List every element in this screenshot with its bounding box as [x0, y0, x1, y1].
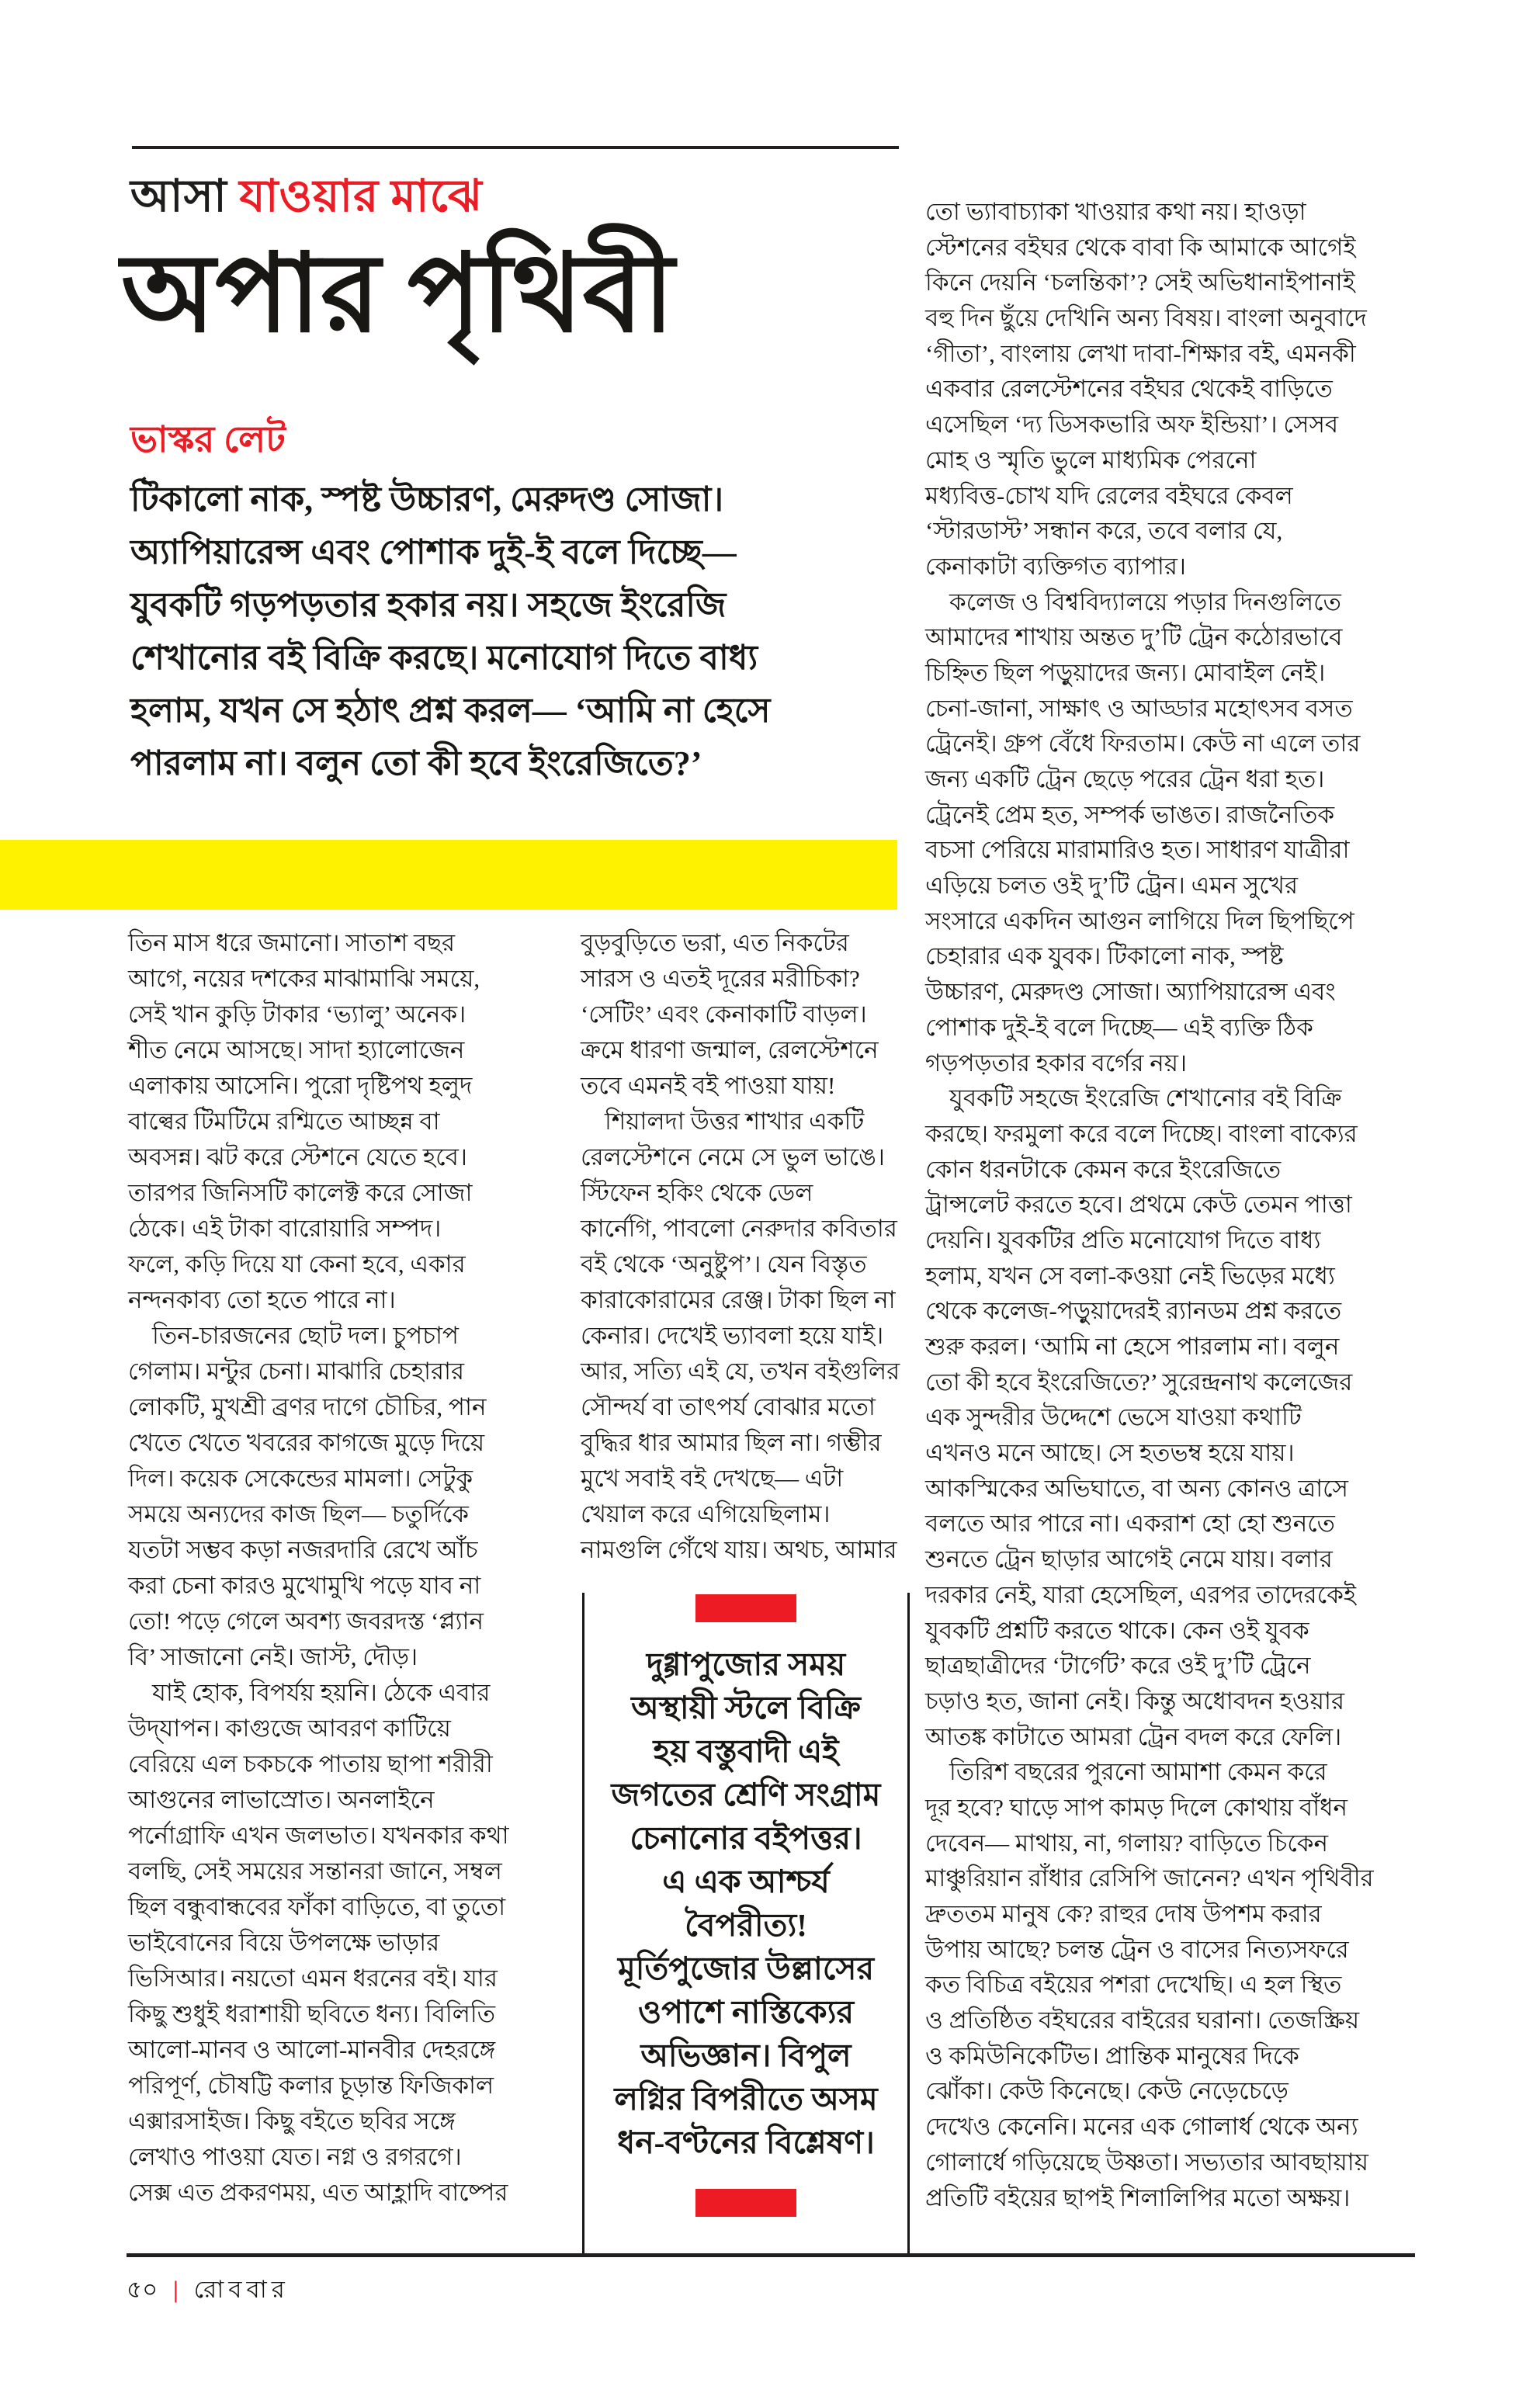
text-line: হলাম, যখন সে বলা-কওয়া নেই ভিড়ের মধ্যে — [925, 1261, 1335, 1289]
text-line: স্টিফেন হকিং থেকে ডেল — [581, 1179, 813, 1206]
text-line: গেলাম। মন্টুর চেনা। মাঝারি চেহারার — [128, 1358, 465, 1385]
text-line: এখনও মনে আছে। সে হতভম্ব হয়ে যায়। — [925, 1439, 1295, 1467]
text-line: উচ্চারণ, মেরুদণ্ড সোজা। অ্যাপিয়ারেন্স এবং — [925, 978, 1336, 1006]
text-line: ‘স্টারডাস্ট’ সন্ধান করে, তবে বলার যে, — [925, 517, 1283, 545]
text-line: শীত নেমে আসছে। সাদা হ্যালোজেন — [128, 1036, 465, 1063]
text-line: ও কমিউনিকেটিভ। প্রান্তিক মানুষের দিকে — [925, 2041, 1299, 2069]
text-line: এ এক আশ্চর্য — [662, 1864, 830, 1899]
text-line: গোলার্ধে গড়িয়েছে উষ্ণতা। সভ্যতার আবছায়ায় — [925, 2148, 1369, 2176]
text-line: এড়িয়ে চলত ওই দু’টি ট্রেন। এমন সুখের — [925, 872, 1299, 900]
kicker-red-text: যাওয়ার মাঝে — [239, 171, 483, 221]
text-line: দিল। কয়েক সেকেন্ডের মামলা। সেটুকু — [128, 1465, 473, 1492]
text-line: যাই হোক, বিপর্যয় হয়নি। ঠেকে এবার — [128, 1679, 491, 1706]
text-line: পর্নোগ্রাফি এখন জলভাত। যখনকার কথা — [128, 1822, 509, 1849]
text-line: মুখে সবাই বই দেখছে— এটা — [581, 1465, 844, 1492]
text-line: আকস্মিকের অভিঘাতে, বা অন্য কোনও ত্রাসে — [925, 1474, 1349, 1502]
text-line: ভাইবোনের বিয়ে উপলক্ষে ভাড়ার — [128, 1929, 440, 1956]
text-line: অস্থায়ী স্টলে বিক্রি — [631, 1690, 861, 1725]
text-line: কেনার। দেখেই ভ্যাবলা হয়ে যাই। — [581, 1322, 884, 1349]
text-line: আর, সত্যি এই যে, তখন বইগুলির — [581, 1358, 900, 1385]
text-line: এলাকায় আসেনি। পুরো দৃষ্টিপথ হলুদ — [128, 1072, 473, 1099]
text-line: ক্রমে ধারণা জন্মাল, রেলস্টেশনে — [581, 1036, 879, 1063]
text-line: স্টেশনের বইঘর থেকে বাবা কি আমাকে আগেই — [925, 233, 1356, 261]
text-line: তিন-চারজনের ছোট দল। চুপচাপ — [128, 1322, 459, 1349]
text-line: দূর হবে? ঘাড়ে সাপ কামড় দিলে কোথায় বাঁধন — [925, 1793, 1348, 1821]
article-headline: অপার পৃথিবী — [121, 234, 675, 355]
text-line: ভিসিআর। নয়তো এমন ধরনের বই। যার — [128, 1965, 498, 1992]
text-line: গড়পড়তার হকার বর্গের নয়। — [925, 1049, 1188, 1077]
text-line: করা চেনা কারও মুখোমুখি পড়ে যাব না — [128, 1572, 481, 1599]
text-line: দেখেও কেনেনি। মনের এক গোলার্ধ থেকে অন্য — [925, 2113, 1358, 2141]
text-line: ‘সেটিং’ এবং কেনাকাটি বাড়ল। — [581, 1001, 867, 1028]
text-line: শুনতে ট্রেন ছাড়ার আগেই নেমে যায়। বলার — [925, 1545, 1333, 1573]
text-line: তো কী হবে ইংরেজিতে?’ সুরেন্দ্রনাথ কলেজের — [925, 1368, 1353, 1396]
pull-quote-box — [582, 1593, 910, 2255]
text-line: বলতে আর পারে না। একরাশ হো হো শুনতে — [925, 1510, 1335, 1538]
text-line: খেয়াল করে এগিয়েছিলাম। — [581, 1500, 831, 1528]
text-line: জন্য একটি ট্রেন ছেড়ে পরের ট্রেন ধরা হত। — [925, 765, 1325, 792]
text-line: ‘গীতা’, বাংলায় লেখা দাবা-শিক্ষার বই, এমনকী — [925, 339, 1356, 367]
text-line: যতটা সম্ভব কড়া নজরদারি রেখে আঁচ — [128, 1536, 478, 1563]
text-line: আলো-মানব ও আলো-মানবীর দেহরঙ্গে — [128, 2036, 496, 2063]
text-line: বাল্বের টিমটিমে রশ্মিতে আচ্ছন্ন বা — [128, 1108, 440, 1135]
text-line: সেই খান কুড়ি টাকার ‘ভ্যালু’ অনেক। — [128, 1001, 467, 1028]
text-line: এক্সারসাইজ। কিছু বইতে ছবির সঙ্গে — [128, 2107, 456, 2135]
text-line: আগুনের লাভাস্রোত। অনলাইনে — [128, 1786, 435, 1813]
text-line: শিয়ালদা উত্তর শাখার একটি — [581, 1108, 865, 1135]
text-line: বি’ সাজানো নেই। জাস্ট, দৌড়। — [128, 1643, 418, 1670]
text-line: কেনাকাটা ব্যক্তিগত ব্যাপার। — [925, 552, 1187, 580]
text-line: বই থেকে ‘অনুষ্টুপ’। যেন বিস্তৃত — [581, 1250, 867, 1278]
text-line: খেতে খেতে খবরের কাগজে মুড়ে দিয়ে — [128, 1429, 485, 1456]
text-line: ঠেকে। এই টাকা বারোয়ারি সম্পদ। — [128, 1215, 442, 1242]
pull-quote-red-bar-top — [695, 1594, 796, 1622]
text-line: মূর্তিপুজোর উল্লাসের — [617, 1951, 875, 1986]
text-line: তিন মাস ধরে জমানো। সাতাশ বছর — [128, 929, 456, 956]
text-line: মধ্যবিত্ত-চোখ যদি রেলের বইঘরে কেবল — [925, 481, 1293, 509]
text-line: রেলস্টেশনে নেমে সে ভুল ভাঙে। — [581, 1143, 885, 1170]
text-line: হলাম, যখন সে হঠাৎ প্রশ্ন করল— ‘আমি না হেসে — [130, 692, 771, 730]
text-line: প্রতিটি বইয়ের ছাপই শিলালিপির মতো অক্ষয়। — [925, 2183, 1351, 2211]
text-line: ধন-বণ্টনের বিশ্লেষণ। — [617, 2124, 875, 2160]
text-line: চেনা-জানা, সাক্ষাৎ ও আড্ডার মহোৎসব বসত — [925, 694, 1353, 722]
body-column-left — [128, 925, 510, 2211]
text-line: বুড়বুড়িতে ভরা, এত নিকটের — [581, 929, 849, 956]
text-line: তো ভ্যাবাচ্যাকা খাওয়ার কথা নয়। হাওড়া — [925, 198, 1306, 225]
text-line: লোকটি, মুখশ্রী ব্রণর দাগে চৌচির, পান — [128, 1393, 487, 1420]
text-line: চড়াও হত, জানা নেই। কিন্তু অধোবদন হওয়ার — [925, 1687, 1345, 1715]
text-line: থেকে কলেজ-পড়ুয়াদেরই র‍্যানডম প্রশ্ন করতে — [925, 1297, 1342, 1325]
yellow-highlight-band — [0, 840, 897, 910]
text-line: ফলে, কড়ি দিয়ে যা কেনা হবে, একার — [128, 1250, 466, 1278]
pull-quote-text — [584, 1642, 907, 2164]
footer-divider: | — [173, 2276, 179, 2303]
text-line: নামগুলি গেঁথে যায়। অথচ, আমার — [581, 1536, 897, 1563]
page-footer — [127, 2271, 290, 2311]
text-line: যুবকটি গড়পড়তার হকার নয়। সহজে ইংরেজি — [130, 586, 727, 624]
standfirst — [130, 473, 930, 790]
text-line: দ্রুততম মানুষ কে? রাহুর দোষ উপশম করার — [925, 1900, 1322, 1927]
text-line: কিনে দেয়নি ‘চলন্তিকা’? সেই অভিধানাইপানাই — [925, 269, 1355, 297]
text-line: করছে। ফরমুলা করে বলে দিচ্ছে। বাংলা বাক্যের — [925, 1119, 1358, 1147]
text-line: একবার রেলস্টেশনের বইঘর থেকেই বাড়িতে — [925, 375, 1333, 403]
kicker-top-rule — [132, 146, 899, 149]
text-line: তবে এমনই বই পাওয়া যায়! — [581, 1072, 836, 1099]
text-line: নন্দনকাব্য তো হতে পারে না। — [128, 1286, 396, 1313]
text-line: আতঙ্ক কাটাতে আমরা ট্রেন বদল করে ফেলি। — [925, 1722, 1342, 1750]
text-line: লগ্নির বিপরীতে অসম — [614, 2081, 878, 2117]
text-line: এক সুন্দরীর উদ্দেশে ভেসে যাওয়া কথাটি — [925, 1403, 1302, 1431]
text-line: শেখানোর বই বিক্রি করছে। মনোযোগ দিতে বাধ্য — [130, 639, 758, 677]
text-line: মোহ ও স্মৃতি ভুলে মাধ্যমিক পেরনো — [925, 446, 1257, 473]
text-line: বেরিয়ে এল চকচকে পাতায় ছাপা শরীরী — [128, 1750, 493, 1777]
text-line: পরিপূর্ণ, চৌষট্টি কলার চূড়ান্ত ফিজিকাল — [128, 2072, 494, 2099]
text-line: যুবকটি সহজে ইংরেজি শেখানোর বই বিক্রি — [925, 1084, 1342, 1112]
text-line: ট্রেনেই প্রেম হত, সম্পর্ক ভাঙত। রাজনৈতিক — [925, 800, 1335, 828]
text-line: উপায় আছে? চলন্ত ট্রেন ও বাসের নিত্যসফরে — [925, 1935, 1349, 1963]
author-byline: ভাস্কর লেট — [130, 420, 286, 460]
text-line: বুদ্ধির ধার আমার ছিল না। গম্ভীর — [581, 1429, 882, 1456]
text-line: কার্নেগি, পাবলো নেরুদার কবিতার — [581, 1215, 897, 1242]
text-line: দেবেন— মাথায়, না, গলায়? বাড়িতে চিকেন — [925, 1829, 1328, 1857]
text-line: অবসন্ন। ঝট করে স্টেশনে যেতে হবে। — [128, 1143, 467, 1170]
section-kicker — [130, 161, 483, 237]
text-line: চেহারার এক যুবক। টিকালো নাক, স্পষ্ট — [925, 942, 1284, 970]
text-line: কারাকোরামের রেঞ্জ। টাকা ছিল না — [581, 1286, 896, 1313]
pull-quote-red-bar-bottom — [695, 2189, 796, 2217]
text-line: বৈপরীত্য! — [685, 1907, 807, 1943]
text-line: পোশাক দুই-ই বলে দিচ্ছে— এই ব্যক্তি ঠিক — [925, 1013, 1313, 1041]
text-line: বলছি, সেই সময়ের সন্তানরা জানে, সম্বল — [128, 1857, 502, 1885]
text-line: ঝোঁকা। কেউ কিনেছে। কেউ নেড়েচেড়ে — [925, 2077, 1289, 2105]
text-line: লেখাও পাওয়া যেত। নগ্ন ও রগরগে। — [128, 2143, 462, 2170]
text-line: শুরু করল। ‘আমি না হেসে পারলাম না। বলুন — [925, 1333, 1340, 1360]
body-column-right — [925, 194, 1383, 2215]
body-column-middle — [581, 925, 910, 1568]
magazine-name: রোববার — [193, 2276, 290, 2303]
text-line: চেনানোর বইপত্তর। — [630, 1820, 862, 1856]
text-line: সেক্স এত প্রকরণময়, এত আহ্লাদি বাষ্পের — [128, 2179, 508, 2206]
text-line: টিকালো নাক, স্পষ্ট উচ্চারণ, মেরুদণ্ড সোজা। — [130, 480, 724, 518]
text-line: কোন ধরনটাকে কেমন করে ইংরেজিতে — [925, 1155, 1282, 1183]
page-number: ৫০ — [127, 2276, 158, 2303]
text-line: সৌন্দর্য বা তাৎপর্য বোঝার মতো — [581, 1393, 876, 1420]
text-line: মাঞ্চুরিয়ান রাঁধার রেসিপি জানেন? এখন পৃথিবীর — [925, 1864, 1374, 1892]
text-line: দরকার নেই, যারা হেসেছিল, এরপর তাদেরকেই — [925, 1580, 1357, 1608]
text-line: হয় বস্তুবাদী এই — [653, 1733, 839, 1769]
text-line: বহু দিন ছুঁয়ে দেখিনি অন্য বিষয়। বাংলা অনুবাদে — [925, 304, 1367, 332]
text-line: উদ্‌যাপন। কাগুজে আবরণ কাটিয়ে — [128, 1715, 451, 1742]
text-line: সময়ে অন্যদের কাজ ছিল— চতুর্দিকে — [128, 1500, 469, 1528]
text-line: কিছু শুধুই ধরাশায়ী ছবিতে ধন্য। বিলিতি — [128, 2000, 495, 2027]
text-line: ছিল বন্ধুবান্ধবের ফাঁকা বাড়িতে, বা তুতো — [128, 1893, 506, 1920]
text-line: আগে, নয়ের দশকের মাঝামাঝি সময়ে, — [128, 965, 480, 992]
text-line: জগতের শ্রেণি সংগ্রাম — [611, 1777, 881, 1812]
text-line: ওপাশে নাস্তিক্যের — [637, 1994, 855, 2030]
text-line: দুগ্গাপুজোর সময় — [646, 1646, 846, 1682]
text-line: দেয়নি। যুবকটির প্রতি মনোযোগ দিতে বাধ্য — [925, 1226, 1321, 1254]
text-line: তারপর জিনিসটি কালেক্ট করে সোজা — [128, 1179, 473, 1206]
text-line: কত বিচিত্র বইয়ের পশরা দেখেছি। এ হল স্থিত — [925, 1971, 1342, 1999]
text-line: যুবকটি প্রশ্নটি করতে থাকে। কেন ওই যুবক — [925, 1616, 1309, 1644]
text-line: বচসা পেরিয়ে মারামারিও হত। সাধারণ যাত্রীরা — [925, 836, 1350, 864]
text-line: ট্রেনেই। গ্রুপ বেঁধে ফিরতাম। কেউ না এলে তার — [925, 730, 1361, 758]
text-line: চিহ্নিত ছিল পড়ুয়াদের জন্য। মোবাইল নেই। — [925, 658, 1326, 686]
footer-rule — [127, 2253, 1415, 2257]
text-line: আমাদের শাখায় অন্তত দু’টি ট্রেন কঠোরভাবে — [925, 623, 1343, 651]
text-line: কলেজ ও বিশ্ববিদ্যালয়ে পড়ার দিনগুলিতে — [925, 588, 1341, 616]
text-line: পারলাম না। বলুন তো কী হবে ইংরেজিতে?’ — [130, 744, 702, 782]
text-line: ও প্রতিষ্ঠিত বইঘরের বাইরের ঘরানা। তেজস্ক্রিয় — [925, 2006, 1360, 2034]
text-line: তিরিশ বছরের পুরনো আমাশা কেমন করে — [925, 1758, 1327, 1786]
text-line: অভিজ্ঞান। বিপুল — [640, 2038, 852, 2073]
text-line: ছাত্রছাত্রীদের ‘টার্গেট’ করে ওই দু’টি ট্রেনে — [925, 1652, 1311, 1680]
text-line: সংসারে একদিন আগুন লাগিয়ে দিল ছিপছিপে — [925, 907, 1354, 935]
text-line: সারস ও এতই দূরের মরীচিকা? — [581, 965, 860, 992]
text-line: ট্রান্সলেট করতে হবে। প্রথমে কেউ তেমন পাত্তা — [925, 1191, 1352, 1219]
text-line: এসেছিল ‘দ্য ডিসকভারি অফ ইন্ডিয়া’। সেসব — [925, 411, 1339, 439]
kicker-black-text: আসা — [130, 171, 227, 221]
text-line: তো! পড়ে গেলে অবশ্য জবরদস্ত ‘প্ল্যান — [128, 1607, 484, 1635]
text-line: অ্যাপিয়ারেন্স এবং পোশাক দুই-ই বলে দিচ্ছে— — [130, 533, 737, 571]
